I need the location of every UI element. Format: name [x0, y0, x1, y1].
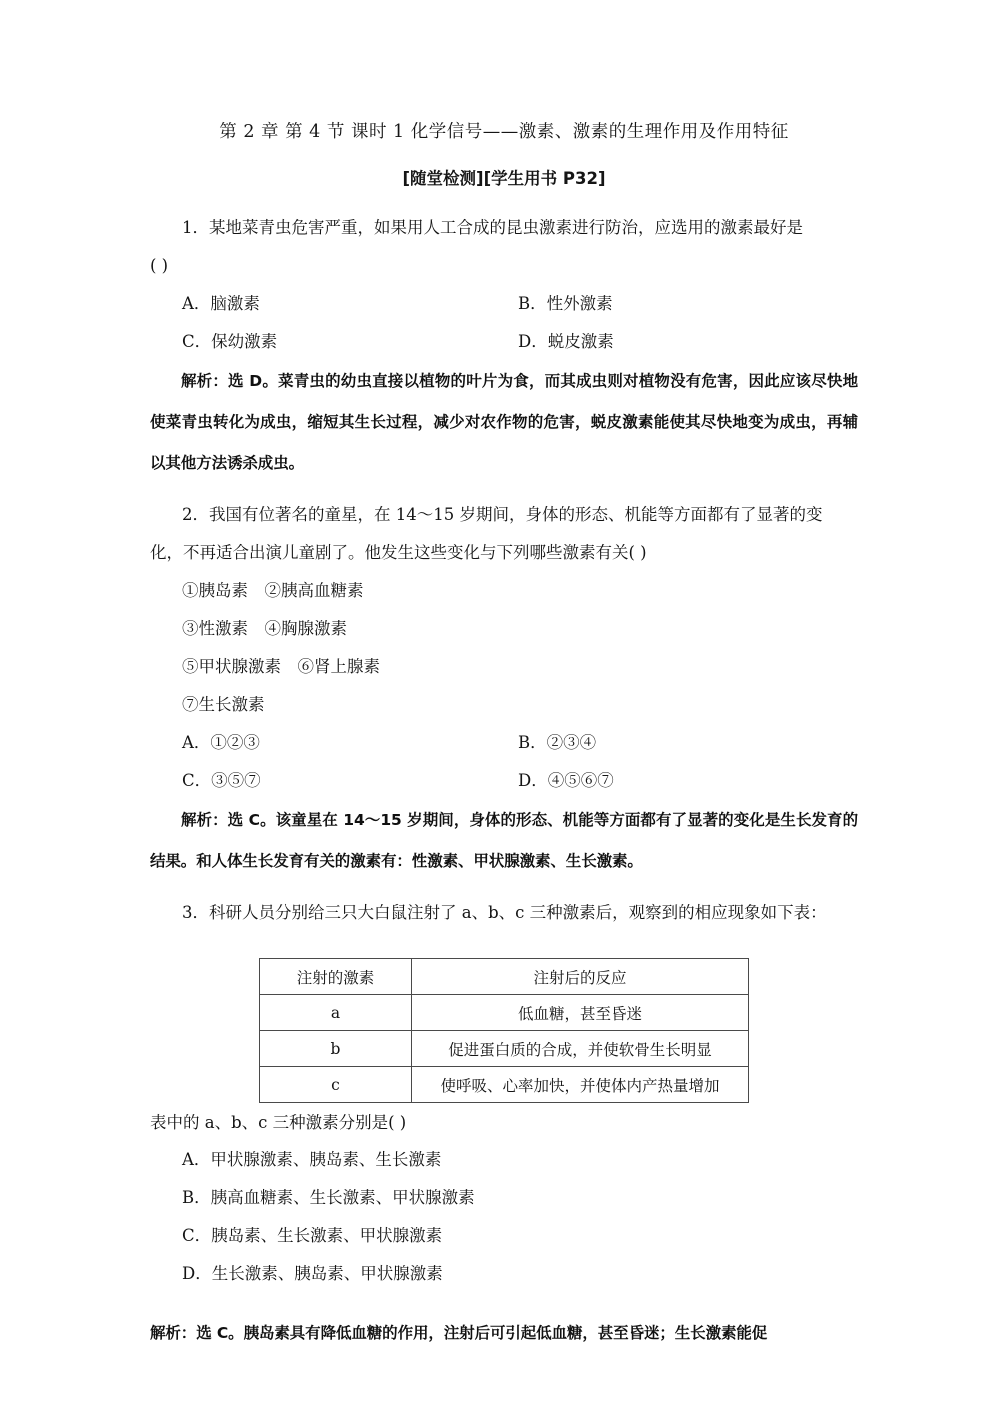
spacer — [150, 484, 858, 496]
question-3-table-wrap — [150, 958, 858, 1103]
question-2-option-b[interactable]: B．②③④ — [518, 733, 597, 752]
table-cell-hormone-a: a — [260, 995, 412, 1031]
question-3-option-b[interactable]: B．胰高血糖素、生长激素、甲状腺激素 — [182, 1188, 475, 1207]
question-3-stem-line1: 3．科研人员分别给三只大白鼠注射了 a、b、c 三种激素后，观察到的相应现象如下表： — [182, 903, 827, 922]
table-row — [260, 995, 749, 1031]
question-3-option-d[interactable]: D．生长激素、胰岛素、甲状腺激素 — [182, 1264, 443, 1283]
question-3-explanation: 解析：选 C。胰岛素具有降低血糖的作用，注射后可引起低血糖，甚至昏迷；生长激素能促 — [150, 1324, 768, 1342]
question-2-item-1: ①胰岛素 ②胰高血糖素 — [182, 581, 364, 600]
table-cell-reaction-a: 低血糖，甚至昏迷 — [412, 995, 749, 1031]
spacer — [150, 1293, 858, 1313]
question-3-after-table: 表中的 a、b、c 三种激素分别是( ) — [150, 1113, 407, 1132]
page-title: 第 2 章 第 4 节 课时 1 化学信号——激素、激素的生理作用及作用特征 — [219, 122, 789, 142]
question-2-item-2: ③性激素 ④胸腺激素 — [182, 619, 347, 638]
table-cell-hormone-c: c — [260, 1067, 412, 1103]
question-2 — [150, 496, 858, 882]
question-2-option-d[interactable]: D．④⑤⑥⑦ — [518, 771, 614, 790]
question-1-option-b[interactable]: B．性外激素 — [518, 294, 613, 313]
page-subtitle: [随堂检测][学生用书 P32] — [402, 169, 606, 188]
table-cell-reaction-b: 促进蛋白质的合成，并使软骨生长明显 — [412, 1031, 749, 1067]
table-header-reaction: 注射后的反应 — [412, 959, 749, 995]
question-3-option-a[interactable]: A．甲状腺激素、胰岛素、生长激素 — [182, 1150, 442, 1169]
question-2-option-row-2 — [150, 762, 858, 800]
hormone-reaction-table — [259, 958, 749, 1103]
table-header-hormone: 注射的激素 — [260, 959, 412, 995]
question-1-stem-line2: ( ) — [150, 256, 169, 275]
question-2-stem-line1: 2．我国有位著名的童星，在 14～15 岁期间，身体的形态、机能等方面都有了显著的变 — [182, 505, 823, 524]
question-1-option-d[interactable]: D．蜕皮激素 — [518, 332, 614, 351]
question-2-option-row-1 — [150, 724, 858, 762]
page-content — [150, 118, 858, 1354]
question-2-item-3: ⑤甲状腺激素 ⑥肾上腺素 — [182, 657, 380, 676]
question-1-stem-line1: 1．某地菜青虫危害严重，如果用人工合成的昆虫激素进行防治，应选用的激素最好是 — [182, 218, 803, 237]
question-2-stem-line2: 化，不再适合出演儿童剧了。他发生这些变化与下列哪些激素有关( ) — [150, 543, 647, 562]
question-2-option-c[interactable]: C．③⑤⑦ — [182, 771, 261, 790]
question-2-explanation: 解析：选 C。该童星在 14～15 岁期间，身体的形态、机能等方面都有了显著的变化是生长发育的结果。和人体生长发育有关的激素有：性激素、甲状腺激素、生长激素。 — [150, 811, 858, 870]
table-cell-reaction-c: 使呼吸、心率加快，并使体内产热量增加 — [412, 1067, 749, 1103]
question-2-option-a[interactable]: A．①②③ — [182, 733, 260, 752]
question-2-item-4: ⑦生长激素 — [182, 695, 265, 714]
question-1-option-c[interactable]: C．保幼激素 — [182, 332, 278, 351]
question-1-explanation: 解析：选 D。菜青虫的幼虫直接以植物的叶片为食，而其成虫则对植物没有危害，因此应该尽快地使菜青虫转化为成虫，缩短其生长过程，减少对农作物的危害，蜕皮激素能使其尽快地变为成虫，再辅以其他方法诱杀成虫。 — [150, 372, 858, 472]
question-3-option-c[interactable]: C．胰岛素、生长激素、甲状腺激素 — [182, 1226, 443, 1245]
spacer — [150, 882, 858, 894]
table-row — [260, 1031, 749, 1067]
table-cell-hormone-b: b — [260, 1031, 412, 1067]
question-1-option-row-2 — [150, 323, 858, 361]
question-3 — [150, 894, 858, 1354]
question-1 — [150, 209, 858, 484]
table-header-row — [260, 959, 749, 995]
question-1-option-row-1 — [150, 285, 858, 323]
question-1-option-a[interactable]: A．脑激素 — [182, 294, 260, 313]
table-row — [260, 1067, 749, 1103]
